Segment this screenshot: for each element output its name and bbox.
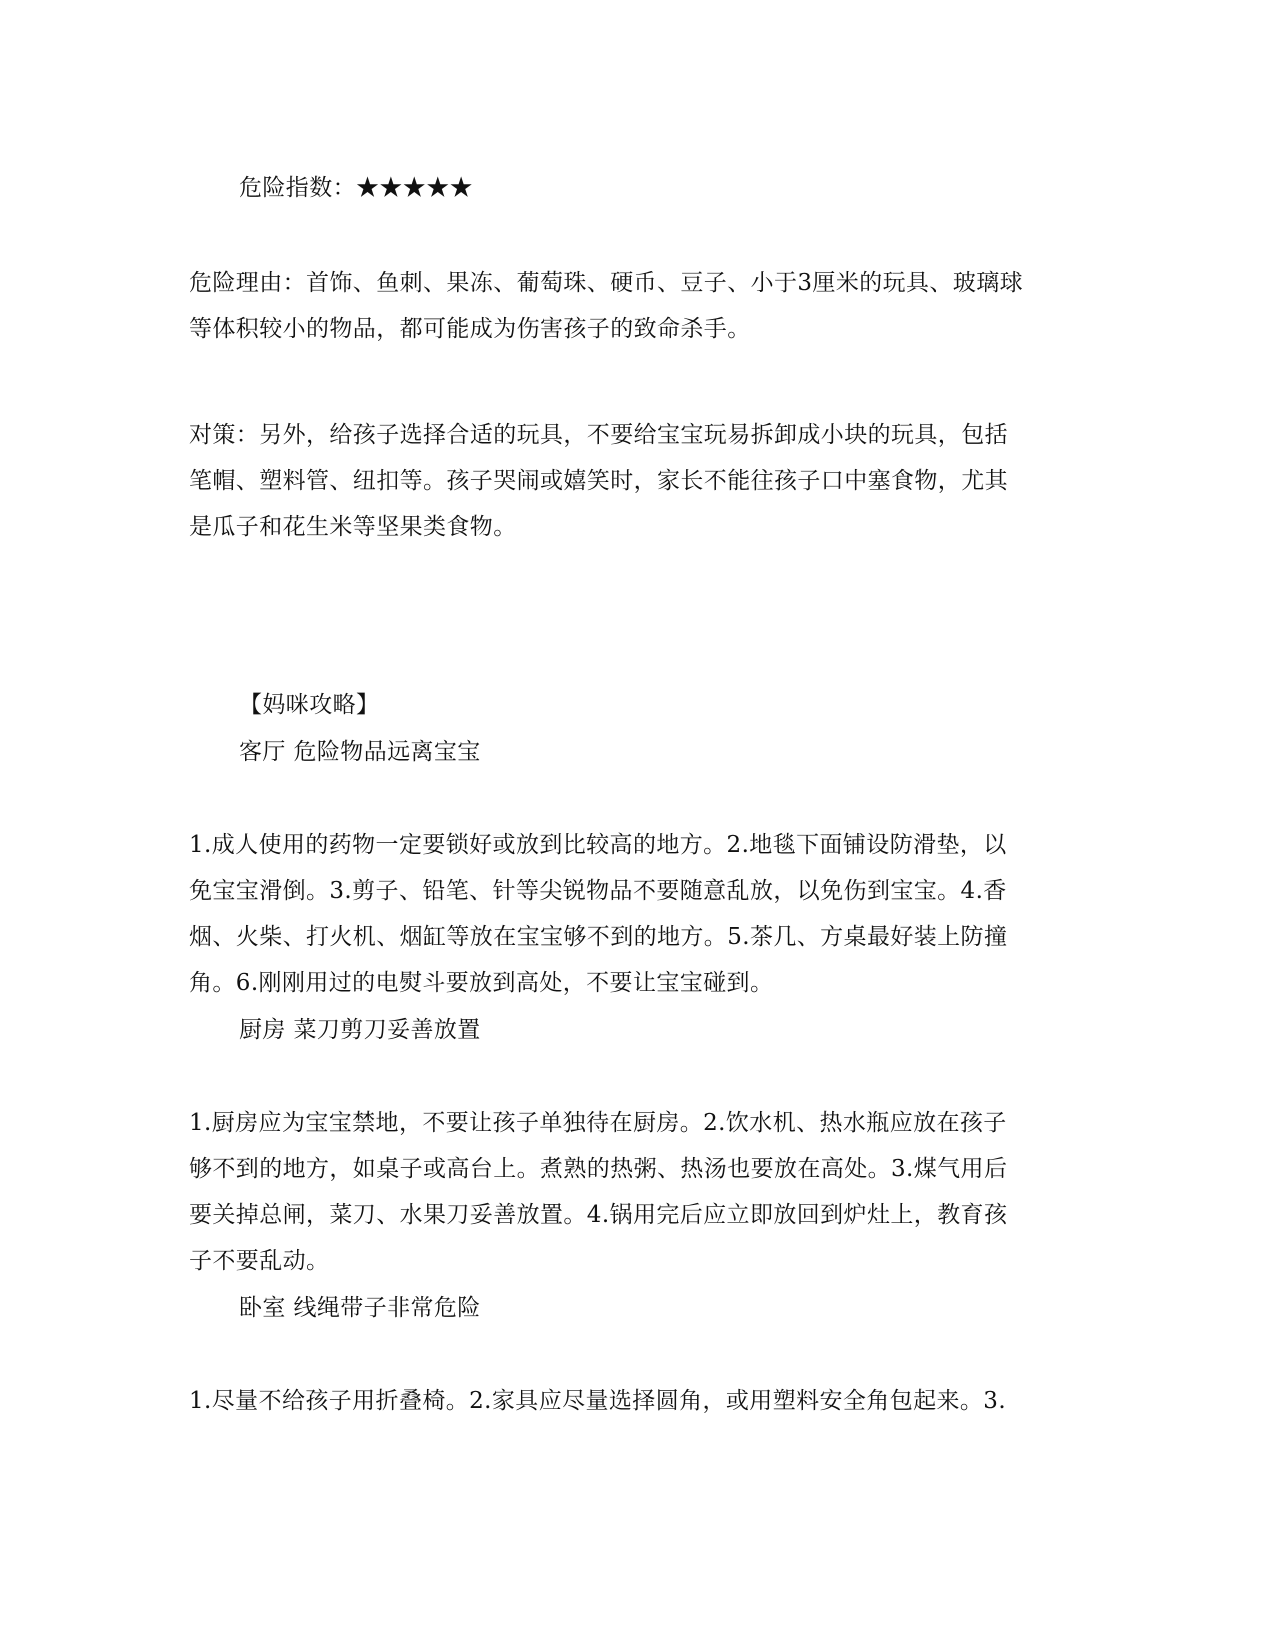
guide-title: 【妈咪攻略】 xyxy=(239,692,380,718)
kitchen-heading: 厨房 菜刀剪刀妥善放置 xyxy=(239,1017,481,1043)
danger-index: 危险指数：★★★★★ xyxy=(239,175,473,201)
living-room-heading: 客厅 危险物品远离宝宝 xyxy=(239,739,481,765)
danger-reason-line-2: 等体积较小的物品，都可能成为伤害孩子的致命杀手。 xyxy=(189,316,751,342)
bedroom-heading: 卧室 线绳带子非常危险 xyxy=(239,1295,481,1321)
kitchen-line-2: 够不到的地方，如桌子或高台上。煮熟的热粥、热汤也要放在高处。3.煤气用后 xyxy=(189,1156,1008,1182)
living-room-line-3: 烟、火柴、打火机、烟缸等放在宝宝够不到的地方。5.茶几、方桌最好装上防撞 xyxy=(189,924,1008,950)
countermeasure-line-3: 是瓜子和花生米等坚果类食物。 xyxy=(189,514,517,540)
kitchen-line-4: 子不要乱动。 xyxy=(189,1248,330,1274)
danger-reason-line-1: 危险理由：首饰、鱼刺、果冻、葡萄珠、硬币、豆子、小于3厘米的玩具、玻璃球 xyxy=(189,270,1024,296)
kitchen-line-1: 1.厨房应为宝宝禁地，不要让孩子单独待在厨房。2.饮水机、热水瓶应放在孩子 xyxy=(189,1110,1007,1136)
living-room-line-4: 角。6.刚刚用过的电熨斗要放到高处，不要让宝宝碰到。 xyxy=(189,970,774,996)
living-room-line-1: 1.成人使用的药物一定要锁好或放到比较高的地方。2.地毯下面铺设防滑垫，以 xyxy=(189,832,1007,858)
bedroom-line-1: 1.尽量不给孩子用折叠椅。2.家具应尽量选择圆角，或用塑料安全角包起来。3. xyxy=(189,1388,1007,1414)
countermeasure-line-1: 对策：另外，给孩子选择合适的玩具，不要给宝宝玩易拆卸成小块的玩具，包括 xyxy=(189,422,1008,448)
living-room-line-2: 免宝宝滑倒。3.剪子、铅笔、针等尖锐物品不要随意乱放，以免伤到宝宝。4.香 xyxy=(189,878,1007,904)
countermeasure-line-2: 笔帽、塑料管、纽扣等。孩子哭闹或嬉笑时，家长不能往孩子口中塞食物，尤其 xyxy=(189,468,1008,494)
kitchen-line-3: 要关掉总闸，菜刀、水果刀妥善放置。4.锅用完后应立即放回到炉灶上，教育孩 xyxy=(189,1202,1008,1228)
